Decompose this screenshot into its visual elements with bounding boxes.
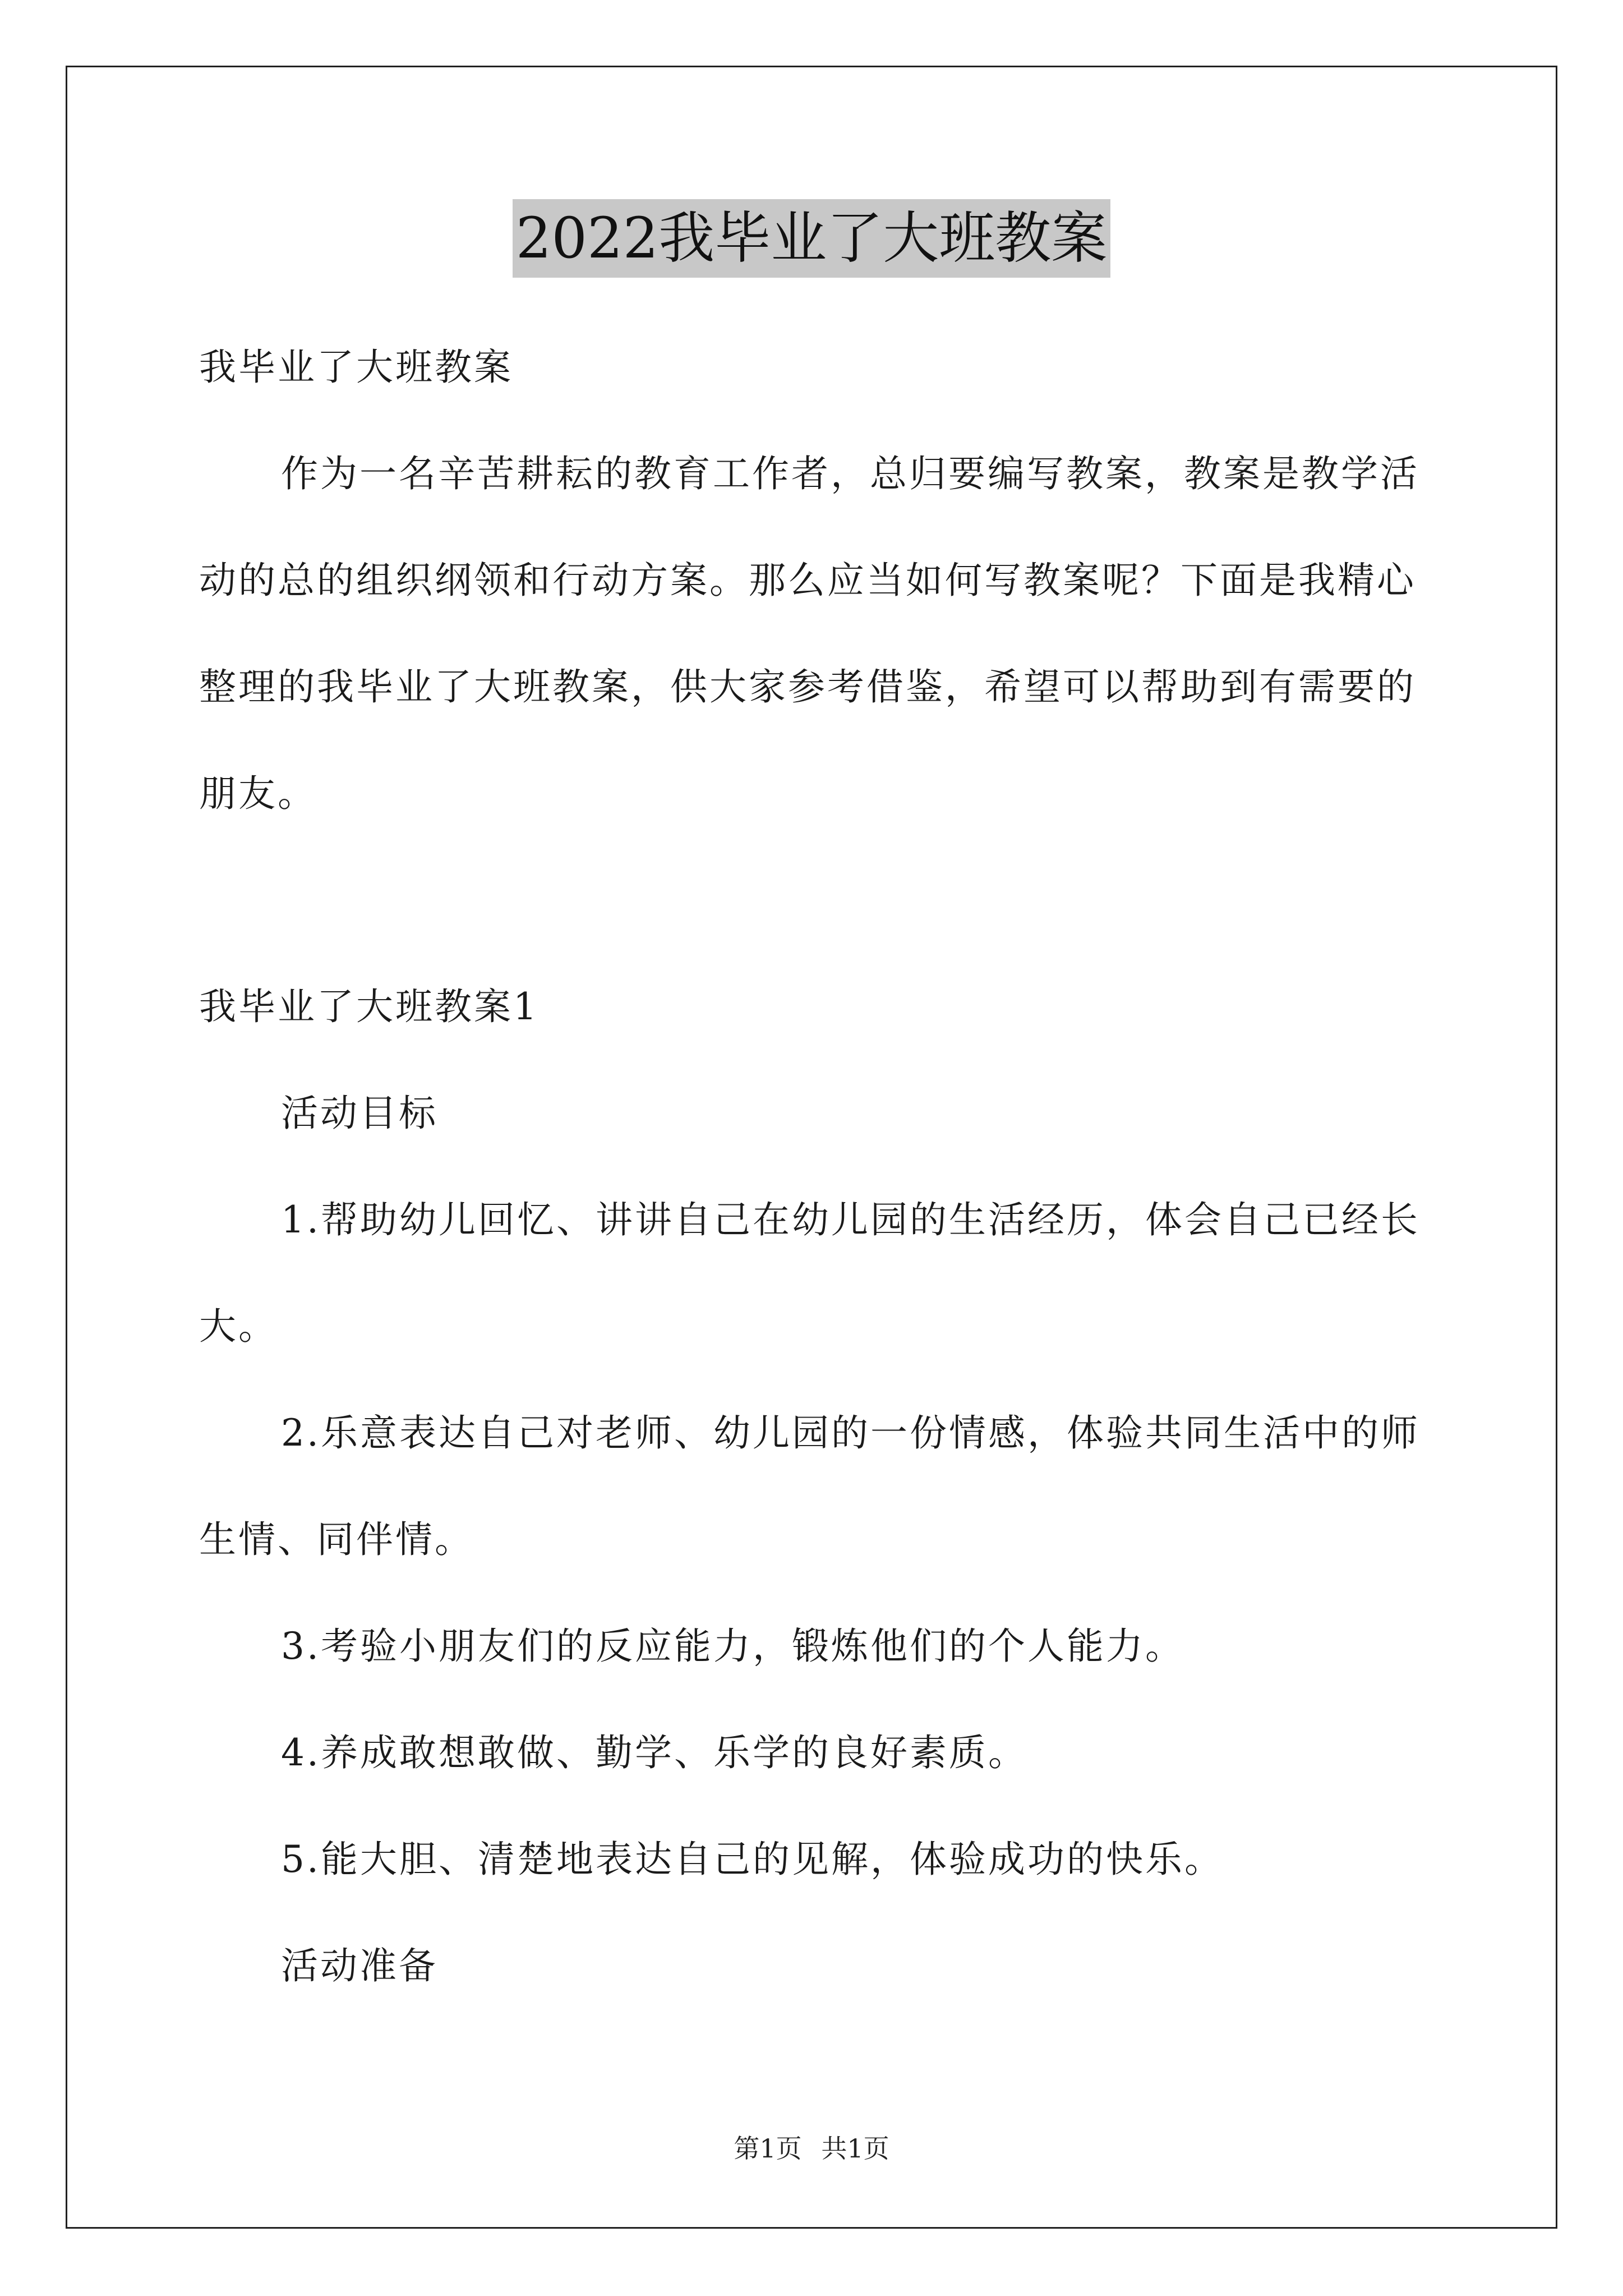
activity-prep-heading: 活动准备: [281, 1944, 438, 1987]
activity-goals-heading: 活动目标: [281, 1092, 438, 1135]
document-body: [199, 314, 1433, 2019]
section-heading: 我毕业了大班教案1: [199, 985, 539, 1028]
subtitle-paragraph: 我毕业了大班教案: [199, 346, 513, 389]
page-footer: [0, 2132, 1623, 2165]
page-total: 共1页: [821, 2133, 889, 2164]
document-title: 2022我毕业了大班教案: [513, 199, 1111, 278]
paragraph-gap: [199, 847, 1433, 954]
goal-item-1: 1.帮助幼儿回忆、讲讲自己在幼儿园的生活经历，体会自己已经长大。: [199, 1198, 1420, 1348]
goal-item-4: 4.养成敢想敢做、勤学、乐学的良好素质。: [281, 1731, 1027, 1774]
title-container: [0, 199, 1623, 278]
goal-item-3: 3.考验小朋友们的反应能力，锻炼他们的个人能力。: [281, 1625, 1184, 1668]
intro-paragraph: 作为一名辛苦耕耘的教育工作者，总归要编写教案，教案是教学活动的总的组织纲领和行动方案。那么应当如何写教案呢？下面是我精心整理的我毕业了大班教案，供大家参考借鉴，希望可以帮助到有需要的朋友。: [199, 452, 1419, 815]
goal-item-2: 2.乐意表达自己对老师、幼儿园的一份情感，体验共同生活中的师生情、同伴情。: [199, 1411, 1420, 1561]
goal-item-5: 5.能大胆、清楚地表达自己的见解，体验成功的快乐。: [281, 1838, 1224, 1881]
page-number: 第1页: [734, 2133, 802, 2164]
